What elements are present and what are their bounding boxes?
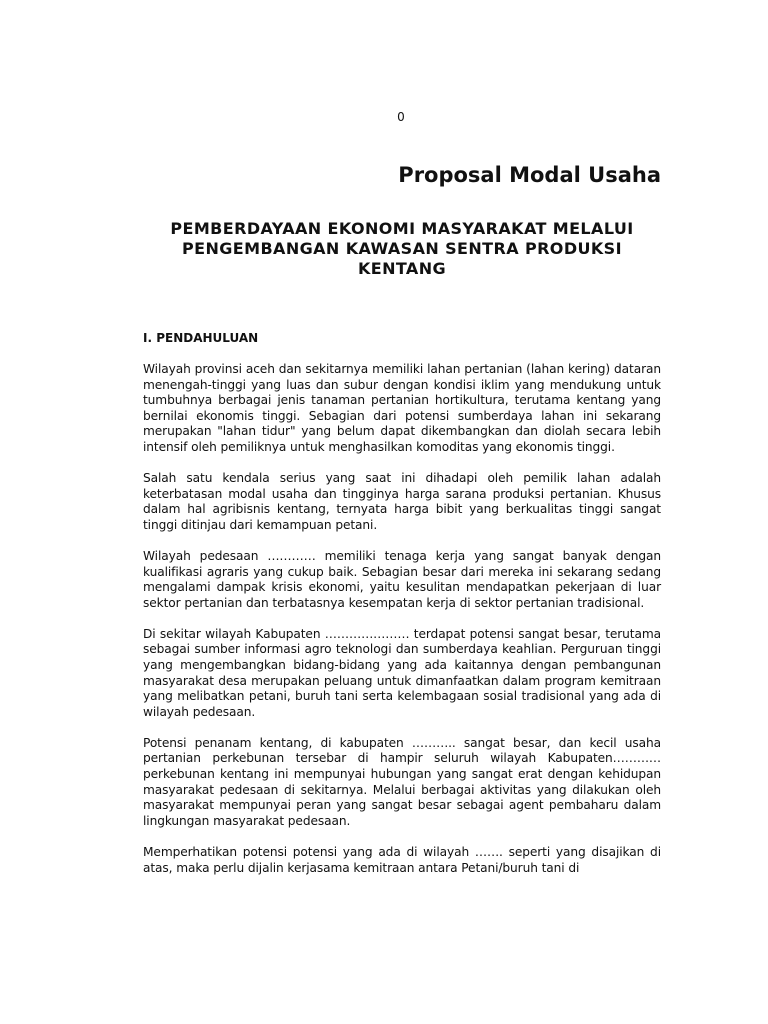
paragraph: Salah satu kendala serius yang saat ini dihadapi oleh pemilik lahan adalah keterbatasan modal usaha dan tingginya harga sarana produksi pertanian. Khusus dalam hal agribisnis kentang, ternyata harga bibit yang berkualitas tinggi sangat tinggi ditinjau dari kemampuan petani. — [143, 471, 661, 532]
paragraph: Potensi penanam kentang, di kabupaten ……….. sangat besar, dan kecil usaha pertanian perkebunan tersebar di hampir seluruh wilayah Kabupaten………… perkebunan kentang ini mempunyai hubungan yang sangat erat dengan kehidupan masyarakat pedesaan di sekitarnya. Melalui berbagai aktivitas yang dilakukan oleh masyarakat mempunyai peran yang sangat besar sebagai agent pembaharu dalam lingkungan masyarakat pedesaan. — [143, 735, 661, 828]
section-heading: I. PENDAHULUAN — [143, 331, 259, 345]
document-title: Proposal Modal Usaha — [398, 163, 661, 187]
page-number: 0 — [397, 110, 405, 124]
paragraph: Wilayah provinsi aceh dan sekitarnya memiliki lahan pertanian (lahan kering) dataran menengah-tinggi yang luas dan subur dengan kondisi iklim yang mendukung untuk tumbuhnya berbagai jenis tanaman pertanian hortikultura, terutama kentang yang bernilai ekonomis tinggi. Sebagian dari potensi sumberdaya lahan ini sekarang merupakan "lahan tidur" yang belum dapat dikembangkan dan diolah secara lebih intensif oleh pemiliknya untuk menghasilkan komoditas yang ekonomis tinggi. — [143, 362, 661, 454]
document-subtitle: PEMBERDAYAAN EKONOMI MASYARAKAT MELALUI PENGEMBANGAN KAWASAN SENTRA PRODUKSI KENTANG — [170, 219, 634, 278]
body-text — [143, 362, 661, 892]
paragraph: Di sekitar wilayah Kabupaten ………………… terdapat potensi sangat besar, terutama sebagai sumber informasi agro teknologi dan sumberdaya keahlian. Perguruan tinggi yang mengembangkan bidang-bidang yang ada kaitannya dengan pembangunan masyarakat desa merupakan peluang untuk dimanfaatkan dalam program kemitraan yang melibatkan petani, buruh tani serta kelembagaan sosial tradisional yang ada di wilayah pedesaan. — [143, 626, 661, 719]
paragraph: Wilayah pedesaan ………… memiliki tenaga kerja yang sangat banyak dengan kualifikasi agraris yang cukup baik. Sebagian besar dari mereka ini sekarang sedang mengalami dampak krisis ekonomi, yaitu kesulitan mendapatkan pekerjaan di luar sektor pertanian dan terbatasnya kesempatan kerja di sektor pertanian tradisional. — [143, 548, 661, 610]
paragraph: Memperhatikan potensi potensi yang ada di wilayah ……. seperti yang disajikan di atas, maka perlu dijalin kerjasama kemitraan antara Petani/buruh tani di — [143, 844, 661, 875]
